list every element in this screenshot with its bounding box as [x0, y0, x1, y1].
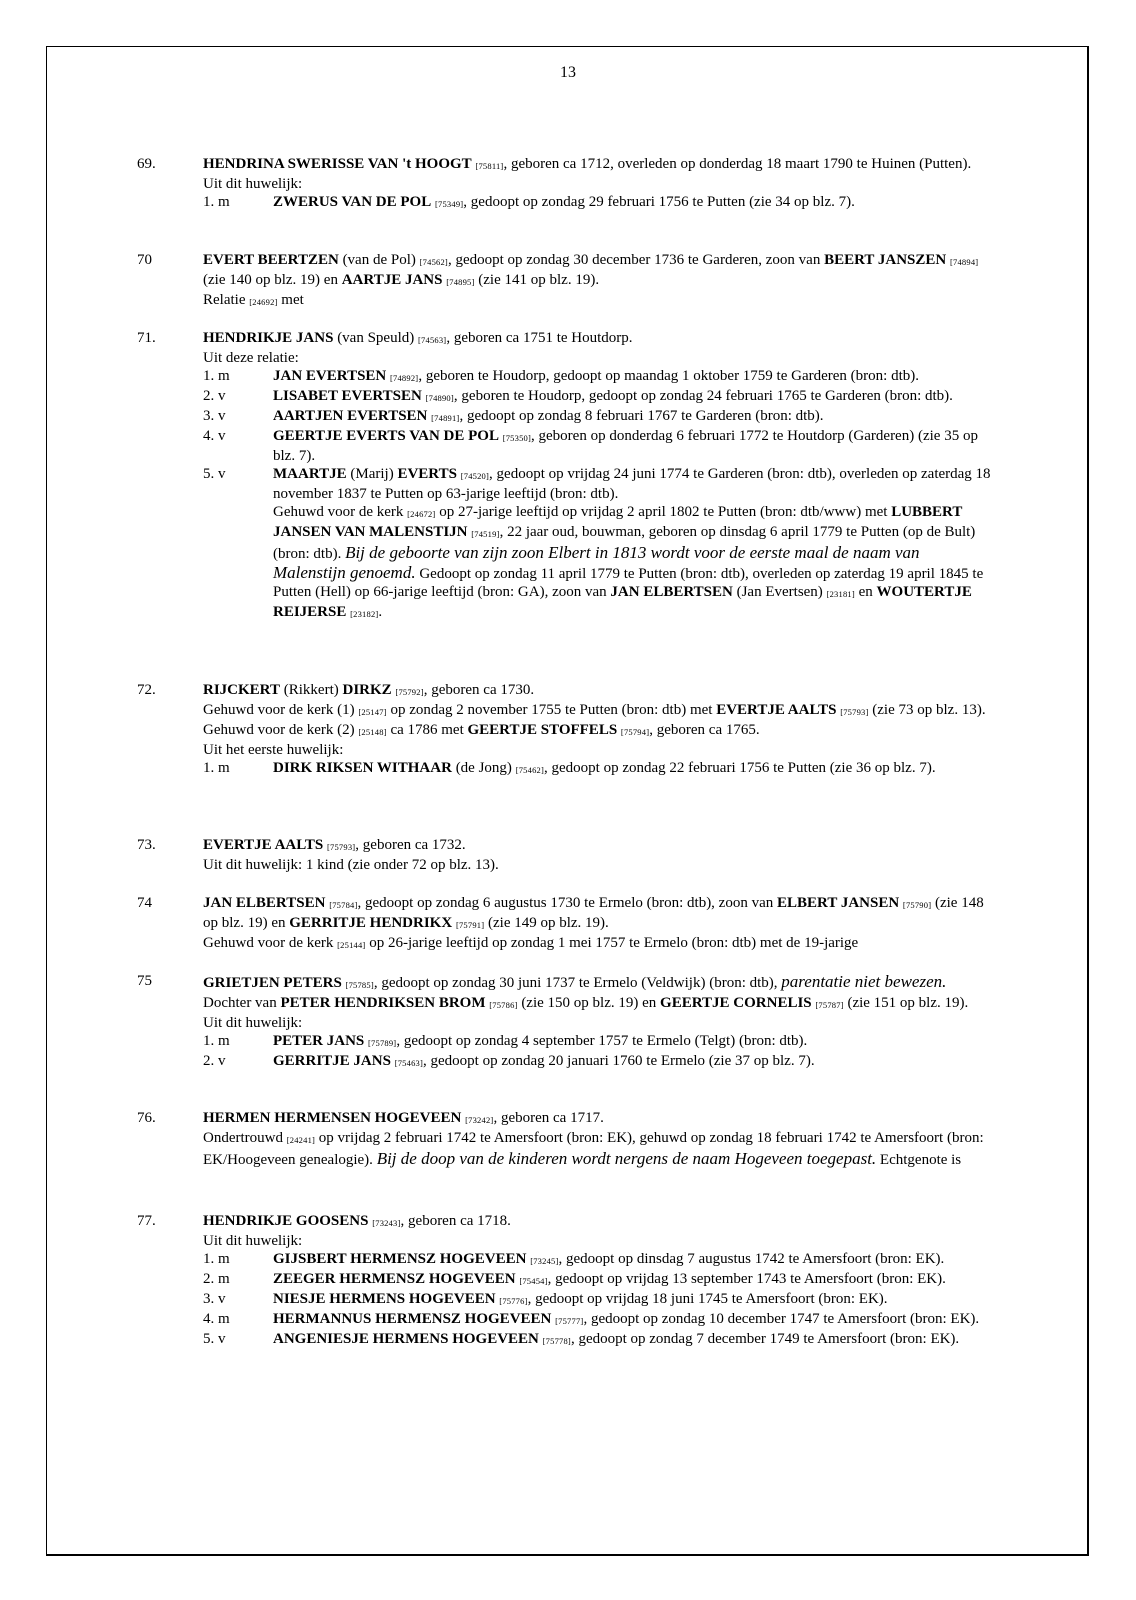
child-label: 3. v — [203, 1291, 226, 1307]
person-id: [75784] — [329, 900, 358, 910]
child-name: MAARTJE — [273, 466, 347, 482]
marriage-details: op 27-jarige leeftijd op vrijdag 2 april 1802 te Putten (bron: dtb/www) met — [435, 504, 892, 520]
child-id: [73245] — [530, 1256, 559, 1266]
entry-number: 76. — [137, 1110, 156, 1126]
child-name: LISABET EVERTSEN — [273, 388, 422, 404]
child-id: [75776] — [499, 1296, 528, 1306]
father-id: [23181] — [826, 589, 855, 599]
person-details: , geboren ca 1712, overleden op donderdag 18 maart 1790 te Huinen (Putten). — [503, 156, 972, 172]
child-details: , gedoopt op zondag 8 februari 1767 te Garderen (bron: dtb). — [459, 408, 824, 424]
person-name: HENDRIKJE JANS — [203, 330, 334, 346]
child-id: [75462] — [515, 765, 544, 775]
child-details: , gedoopt op zondag 22 februari 1756 te Putten (zie 36 op blz. 7). — [544, 760, 936, 776]
spouse-intro: Echtgenote is — [876, 1152, 962, 1168]
person-id: [75793] — [326, 842, 356, 852]
child-id: [74520] — [460, 471, 490, 481]
mother-ref: (zie 149 op blz. 19). — [484, 915, 609, 931]
entry-number: 77. — [137, 1213, 156, 1229]
child-label: 4. v — [203, 428, 226, 444]
person-alias: (van Speuld) — [333, 330, 419, 346]
father-id: [75786] — [489, 1000, 518, 1010]
entry-number: 74 — [137, 895, 152, 911]
child-name: ZEEGER HERMENSZ HOGEVEEN — [273, 1271, 516, 1287]
spouse-name: GEERTJE STOFFELS — [467, 722, 618, 738]
mother-id: [75787] — [815, 1000, 844, 1010]
spouse-details: , geboren ca 1765. — [649, 722, 760, 738]
child-details: , geboren te Houdorp, gedoopt op maandag 1 oktober 1759 te Garderen (bron: dtb). — [418, 368, 920, 384]
person-id: [75792] — [395, 687, 424, 697]
person-line — [203, 1212, 993, 1232]
child-name: ZWERUS VAN DE POL — [273, 194, 432, 210]
child-alias: (Marij) — [346, 466, 398, 482]
child-name: GEERTJE EVERTS VAN DE POL — [273, 428, 499, 444]
child-name: DIRK RIKSEN WITHAAR — [273, 760, 452, 776]
marriage-id: [24672] — [407, 509, 436, 519]
person-name: EVERT BEERTZEN — [203, 252, 339, 268]
child-id: [75789] — [368, 1038, 397, 1048]
child-label: 5. v — [203, 1331, 226, 1347]
spouse-id: [75794] — [620, 727, 650, 737]
child-label: 3. v — [203, 408, 226, 424]
child-name: NIESJE HERMENS HOGEVEEN — [273, 1291, 496, 1307]
note: Bij de geboorte van zijn zoon Elbert in 1813 wordt voor de eerste maal de naam van Malenstijn genoemd. — [273, 543, 920, 582]
child-row — [203, 465, 993, 623]
child-row — [203, 387, 993, 407]
relation-label: Relatie — [203, 292, 250, 308]
person-id: [73242] — [465, 1115, 494, 1125]
person-line — [203, 894, 993, 934]
father-id: [75790] — [902, 900, 932, 910]
person-id: [73243] — [372, 1218, 401, 1228]
child-row — [203, 427, 993, 465]
father-id: [74894] — [949, 257, 979, 267]
child-row — [203, 193, 993, 213]
entry-number: 70 — [137, 252, 152, 268]
relation-id: [24692] — [249, 297, 278, 307]
child-id: [75777] — [555, 1316, 584, 1326]
father-name: BEERT JANSZEN — [824, 252, 947, 268]
child-label: 4. m — [203, 1311, 230, 1327]
marriage-label: Gehuwd voor de kerk (2) — [203, 722, 359, 738]
marriage-label: Gehuwd voor de kerk — [273, 504, 408, 520]
father-ref: (zie 150 op blz. 19) en — [517, 995, 661, 1011]
mother-name: GEERTJE CORNELIS — [660, 995, 812, 1011]
child-details: , gedoopt op dinsdag 7 augustus 1742 te Amersfoort (bron: EK). — [558, 1251, 945, 1267]
person-name: RIJCKERT — [203, 682, 280, 698]
father-alias: (Jan Evertsen) — [732, 584, 827, 600]
father-ref: (zie 140 op blz. 19) en — [203, 272, 342, 288]
mother-name: AARTJE JANS — [341, 272, 443, 288]
betrothal-line — [203, 1129, 993, 1169]
marriage-id: [25144] — [337, 940, 366, 950]
child-label: 1. m — [203, 368, 230, 384]
marriage-id: [25148] — [358, 727, 387, 737]
child-label: 1. m — [203, 194, 230, 210]
child-row — [203, 1052, 993, 1072]
child-details: , gedoopt op vrijdag 13 september 1743 te Amersfoort (bron: EK). — [547, 1271, 946, 1287]
child-details: , gedoopt op vrijdag 18 juni 1745 te Amersfoort (bron: EK). — [527, 1291, 888, 1307]
person-line — [203, 681, 993, 701]
child-label: 1. m — [203, 1033, 230, 1049]
spouse-details-2: Gedoopt op zondag 11 april 1779 te Putten (bron: dtb), overleden op zaterdag 19 april 1845 te Putten (Hell) op 66-jarige leeftijd (bron: GA), zoon van — [273, 566, 984, 600]
child-id: [75454] — [519, 1276, 548, 1286]
person-details: , geboren ca 1751 te Houtdorp. — [446, 330, 633, 346]
child-label: 1. m — [203, 760, 230, 776]
spouse-name: EVERTJE AALTS — [716, 702, 837, 718]
betrothal-details: op vrijdag 2 februari 1742 te Amersfoort (bron: EK), gehuwd op zondag 18 februari 1742 te Amersfoort (bron: EK/Hoogeveen genealogie). — [203, 1130, 984, 1168]
entry-number: 72. — [137, 682, 156, 698]
relation-line — [203, 291, 993, 311]
note: Bij de doop van de kinderen wordt nergens de naam Hogeveen toegepast. — [376, 1149, 877, 1168]
child-details: , gedoopt op vrijdag 24 juni 1774 te Garderen (bron: dtb), overleden op zaterdag 18 november 1837 te Putten op 63-jarige leeftijd (bron: dtb). — [273, 466, 991, 502]
person-id: [75811] — [475, 161, 504, 171]
child-alias: (de Jong) — [451, 760, 516, 776]
mother-name: GERRITJE HENDRIKX — [289, 915, 453, 931]
person-details: , gedoopt op zondag 30 december 1736 te Garderen, zoon van — [447, 252, 825, 268]
child-id: [74892] — [390, 373, 419, 383]
person-id: [74562] — [419, 257, 448, 267]
child-row — [203, 1290, 993, 1310]
person-name: HENDRIKJE GOOSENS — [203, 1213, 369, 1229]
child-details: , geboren te Houdorp, gedoopt op zondag 24 februari 1765 te Garderen (bron: dtb). — [453, 388, 953, 404]
child-details: , gedoopt op zondag 7 december 1749 te Amersfoort (bron: EK). — [570, 1331, 960, 1347]
marriage-details: op zondag 2 november 1755 te Putten (bron: dtb) met — [386, 702, 717, 718]
person-details: , geboren ca 1718. — [400, 1213, 511, 1229]
page-number: 13 — [560, 64, 576, 81]
father-ref: (zie 148 op blz. 19) en — [203, 895, 984, 931]
marriage-label: Gehuwd voor de kerk (1) — [203, 702, 359, 718]
parent-intro: Dochter van — [203, 995, 281, 1011]
person-name: GRIETJEN PETERS — [203, 975, 342, 991]
marriage-details: ca 1786 met — [386, 722, 468, 738]
mother-ref: (zie 151 op blz. 19). — [843, 995, 969, 1011]
children-intro: Uit dit huwelijk: — [203, 176, 303, 192]
child-details: , gedoopt op zondag 29 februari 1756 te Putten (zie 34 op blz. 7). — [463, 194, 855, 210]
child-label: 1. m — [203, 1251, 230, 1267]
person-alias: (van de Pol) — [338, 252, 420, 268]
child-id: [75778] — [542, 1336, 571, 1346]
father-name: JAN ELBERTSEN — [610, 584, 733, 600]
person-alias: (Rikkert) — [280, 682, 343, 698]
father-name: ELBERT JANSEN — [777, 895, 900, 911]
child-name-2: EVERTS — [397, 466, 457, 482]
child-row — [203, 1310, 993, 1330]
marriage-id: [25147] — [358, 707, 387, 717]
child-name: ANGENIESJE HERMENS HOGEVEEN — [273, 1331, 539, 1347]
person-line — [203, 251, 993, 291]
child-details: , gedoopt op zondag 10 december 1747 te Amersfoort (bron: EK). — [583, 1311, 980, 1327]
child-row — [203, 1330, 993, 1350]
marriage-line-1 — [203, 701, 993, 721]
spouse-ref: (zie 73 op blz. 13). — [868, 702, 986, 718]
child-label: 2. v — [203, 1053, 226, 1069]
marriage-line — [203, 934, 993, 954]
child-id: [75350] — [502, 433, 532, 443]
person-name: EVERTJE AALTS — [203, 837, 324, 853]
person-line — [203, 1109, 993, 1129]
child-row — [203, 367, 993, 387]
mother-ref: (zie 141 op blz. 19). — [474, 272, 600, 288]
child-details: , gedoopt op zondag 4 september 1757 te Ermelo (Telgt) (bron: dtb). — [396, 1033, 808, 1049]
marriage-line-2 — [203, 721, 993, 741]
child-id: [75463] — [394, 1058, 424, 1068]
child-label: 5. v — [203, 466, 226, 482]
person-details: , gedoopt op zondag 6 augustus 1730 te Ermelo (bron: dtb), zoon van — [357, 895, 778, 911]
person-details: , geboren ca 1732. — [355, 837, 466, 853]
child-row — [203, 1032, 993, 1052]
child-name: AARTJEN EVERTSEN — [273, 408, 428, 424]
mother-id: [74895] — [446, 277, 475, 287]
spouse-details: , 22 jaar oud, bouwman, geboren op dinsdag 6 april 1779 te Putten (op de Bult) (bron: dtb). — [273, 524, 976, 562]
children-summary: Uit dit huwelijk: 1 kind (zie onder 72 op blz. 13). — [203, 857, 499, 873]
person-name-2: DIRKZ — [342, 682, 392, 698]
person-id: [74563] — [418, 335, 447, 345]
child-name: JAN EVERTSEN — [273, 368, 387, 384]
child-row — [203, 1250, 993, 1270]
relation-end: met — [277, 292, 304, 308]
betrothal-id: [24241] — [286, 1135, 316, 1145]
end-punct: . — [378, 604, 383, 620]
children-intro: Uit deze relatie: — [203, 350, 299, 366]
person-details: , gedoopt op zondag 30 juni 1737 te Ermelo (Veldwijk) (bron: dtb), — [373, 975, 782, 991]
person-line — [203, 836, 993, 856]
mother-id: [23182] — [350, 609, 379, 619]
entry-number: 69. — [137, 156, 156, 172]
child-details: , gedoopt op zondag 20 januari 1760 te Ermelo (zie 37 op blz. 7). — [423, 1053, 815, 1069]
child-row — [203, 1270, 993, 1290]
child-name: GIJSBERT HERMENSZ HOGEVEEN — [273, 1251, 527, 1267]
spouse-id: [75793] — [840, 707, 869, 717]
person-name: JAN ELBERTSEN — [203, 895, 326, 911]
person-line — [203, 329, 993, 349]
child-row — [203, 759, 993, 779]
father-name: PETER HENDRIKSEN BROM — [280, 995, 486, 1011]
spouse-name: LUBBERT JANSEN VAN MALENSTIJN — [273, 504, 963, 540]
person-name: HERMEN HERMENSEN HOGEVEEN — [203, 1110, 462, 1126]
children-intro: Uit dit huwelijk: — [203, 1233, 303, 1249]
conjunction: en — [854, 584, 877, 600]
child-details: , geboren op donderdag 6 februari 1772 te Houtdorp (Garderen) (zie 35 op blz. 7). — [273, 428, 978, 464]
spouse-id: [74519] — [471, 529, 500, 539]
child-name: HERMANNUS HERMENSZ HOGEVEEN — [273, 1311, 552, 1327]
children-intro: Uit het eerste huwelijk: — [203, 742, 344, 758]
child-label: 2. v — [203, 388, 226, 404]
entry-number: 71. — [137, 330, 156, 346]
person-name: HENDRINA SWERISSE VAN 't HOOGT — [203, 156, 472, 172]
mother-name: WOUTERTJE REIJERSE — [273, 584, 972, 620]
child-id: [74890] — [425, 393, 454, 403]
person-line — [203, 972, 993, 1014]
marriage-label: Gehuwd voor de kerk — [203, 935, 338, 951]
child-name: GERRITJE JANS — [273, 1053, 391, 1069]
children-intro: Uit dit huwelijk: — [203, 1015, 303, 1031]
person-details: , geboren ca 1717. — [493, 1110, 604, 1126]
entry-number: 73. — [137, 837, 156, 853]
child-id: [74891] — [431, 413, 460, 423]
betrothal-label: Ondertrouwd — [203, 1130, 287, 1146]
child-name: PETER JANS — [273, 1033, 365, 1049]
person-line — [203, 155, 993, 175]
note: parentatie niet bewezen. — [781, 972, 947, 991]
child-label: 2. m — [203, 1271, 230, 1287]
child-row — [203, 407, 993, 427]
child-id: [75349] — [434, 199, 464, 209]
marriage-details: op 26-jarige leeftijd op zondag 1 mei 1757 te Ermelo (bron: dtb) met de 19-jarige — [365, 935, 859, 951]
person-details: , geboren ca 1730. — [423, 682, 535, 698]
person-id: [75785] — [345, 980, 374, 990]
mother-id: [75791] — [455, 920, 485, 930]
entry-number: 75 — [137, 973, 152, 989]
